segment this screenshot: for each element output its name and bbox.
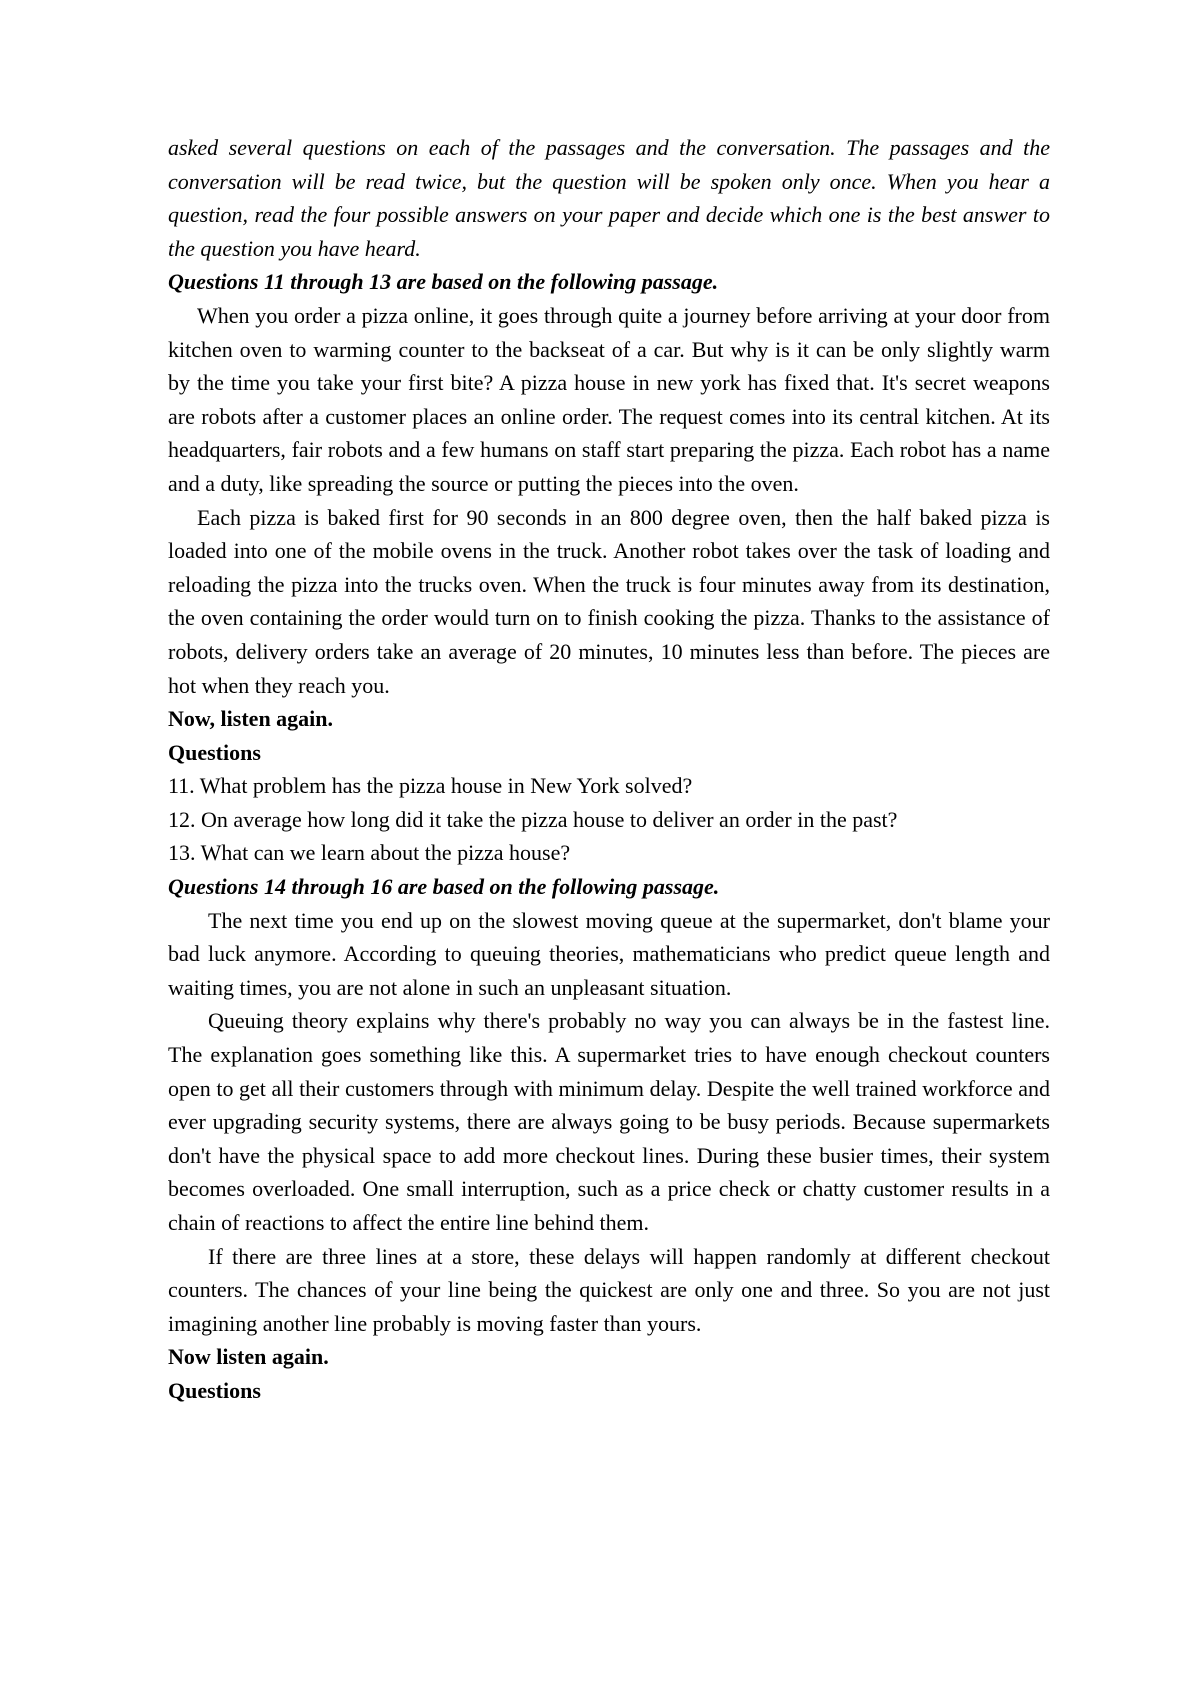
passage-1-paragraph-2: Each pizza is baked first for 90 seconds in an 800 degree oven, then the half baked pizza is loaded into one of the mobile ovens in the truck. Another robot takes over the task of loading and reloading the pizza into the trucks oven. When the truck is four minutes away from its destination, the oven containing the order would turn on to finish cooking the pizza. Thanks to the assistance of robots, delivery orders take an average of 20 minutes, 10 minutes less than before. The pieces are hot when they reach you. [168, 504, 1050, 698]
passage-2-paragraph-2: Queuing theory explains why there's probably no way you can always be in the fastest line. The explanation goes something like this. A supermarket tries to have enough checkout counters open to get all their customers through with minimum delay. Despite the well trained workforce and ever upgrading security systems, there are always going to be busy periods. Because supermarkets don't have the physical space to add more checkout lines. During these busier times, their system becomes overloaded. One small interruption, such as a price check or chatty customer results in a chain of reactions to affect the entire line behind them. [168, 1008, 1050, 1235]
question-11: 11. What problem has the pizza house in New York solved? [168, 773, 693, 799]
questions-label-1: Questions [168, 739, 261, 765]
questions-label-2: Questions [168, 1377, 261, 1403]
passage-2-paragraph-3: If there are three lines at a store, these delays will happen randomly at different checkout counters. The chances of your line being the quickest are only one and three. So you are not just imagining another line probably is moving faster than yours. [168, 1243, 1050, 1336]
passage-2-paragraph-1: The next time you end up on the slowest moving queue at the supermarket, don't blame your bad luck anymore. According to queuing theories, mathematicians who predict queue length and waiting times, you are not alone in such an unpleasant situation. [168, 907, 1050, 1000]
now-listen-again-label-1: Now, listen again. [168, 706, 334, 732]
passage-1-heading: Questions 11 through 13 are based on the following passage. [168, 269, 719, 295]
now-listen-again-label-2: Now listen again. [168, 1344, 329, 1370]
passage-1-paragraph-1: When you order a pizza online, it goes through quite a journey before arriving at your door from kitchen oven to warming counter to the backseat of a car. But why is it can be only slightly warm by the time you take your first bite? A pizza house in new york has fixed that. It's secret weapons are robots after a customer places an online order. The request comes into its central kitchen. At its headquarters, fair robots and a few humans on staff start preparing the pizza. Each robot has a name and a duty, like spreading the source or putting the pieces into the oven. [168, 302, 1050, 496]
passage-2-heading: Questions 14 through 16 are based on the following passage. [168, 874, 720, 900]
question-13: 13. What can we learn about the pizza house? [168, 840, 571, 866]
listening-instructions-continuation: asked several questions on each of the passages and the conversation. The passages and the conversation will be read twice, but the question will be spoken only once. When you hear a question, read the four possible answers on your paper and decide which one is the best answer to the question you have heard. [168, 135, 1050, 261]
question-12: 12. On average how long did it take the pizza house to deliver an order in the past? [168, 806, 898, 832]
